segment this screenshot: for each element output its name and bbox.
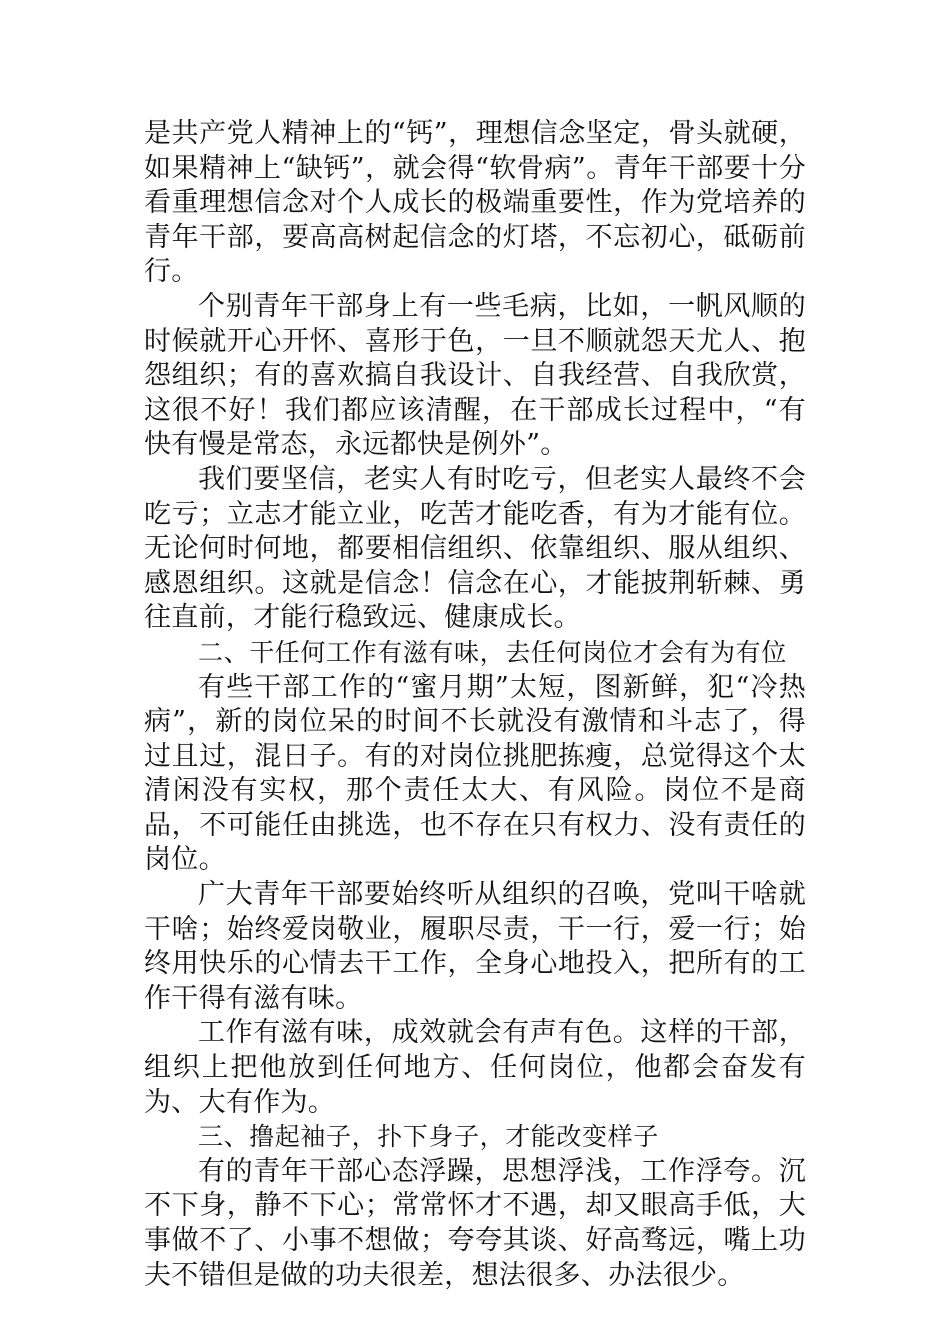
- paragraph-ideals-calcium: 是共产党人精神上的“钙”，理想信念坚定，骨头就硬，如果精神上“缺钙”，就会得“软骨病”。青年干部要十分看重理想信念对个人成长的极端重要性，作为党培养的青年干部，要高高树起信念的灯塔，不忘初心，砥砺前行。: [144, 118, 806, 288]
- paragraph-honeymoon-period: 有些干部工作的“蜜月期”太短，图新鲜，犯“冷热病”，新的岗位呆的时间不长就没有激情和斗志了，得过且过，混日子。有的对岗位挑肥拣瘦，总觉得这个太清闲没有实权，那个责任太大、有风险。岗位不是商品，不可能任由挑选，也不存在只有权力、没有责任的岗位。: [144, 671, 806, 876]
- section-heading-2: 二、干任何工作有滋有味，去任何岗位才会有为有位: [198, 637, 787, 667]
- paragraph-follow-organization: 广大青年干部要始终听从组织的召唤，党叫干啥就干啥；始终爱岗敬业，履职尽责，干一行，爱一行；始终用快乐的心情去干工作，全身心地投入，把所有的工作干得有滋有味。: [144, 879, 806, 1014]
- section-heading-3: 三、撸起袖子，扑下身子，才能改变样子: [198, 1122, 659, 1152]
- paragraph-firm-belief: 我们要坚信，老实人有时吃亏，但老实人最终不会吃亏；立志才能立业，吃苦才能吃香，有为才能有位。无论何时何地，都要相信组织、依靠组织、服从组织、感恩组织。这就是信念！信念在心，才能披荆斩棘、勇往直前，才能行稳致远、健康成长。: [144, 463, 806, 634]
- paragraph-shortcomings: 个别青年干部身上有一些毛病，比如，一帆风顺的时候就开心开怀、喜形于色，一旦不顺就怨天尤人、抱怨组织；有的喜欢搞自我设计、自我经营、自我欣赏，这很不好！我们都应该清醒，在干部成长过程中，“有快有慢是常态，永远都快是例外”。: [144, 290, 806, 461]
- paragraph-impetuous-mindset: 有的青年干部心态浮躁，思想浮浅，工作浮夸。沉不下身，静不下心；常常怀才不遇，却又眼高手低，大事做不了、小事不想做；夸夸其谈、好高骛远，嘴上功夫不错但是做的功夫很差，想法很多、办法很少。: [144, 1155, 806, 1291]
- paragraph-results: 工作有滋有味，成效就会有声有色。这样的干部，组织上把他放到任何地方、任何岗位，他都会奋发有为、大有作为。: [144, 1017, 806, 1118]
- document-page: [144, 117, 806, 1293]
